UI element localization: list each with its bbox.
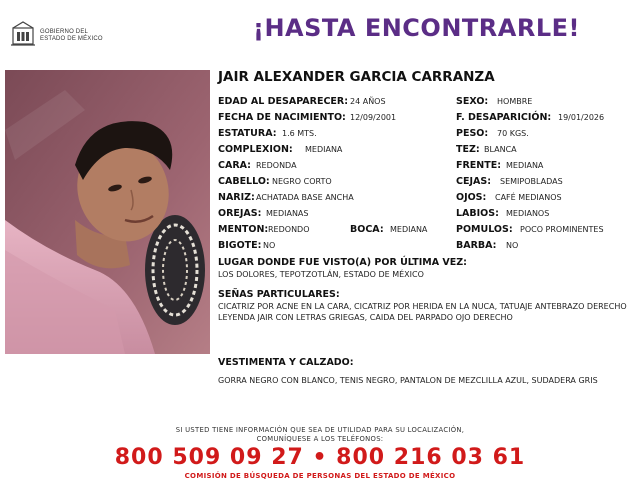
field-label: CARA:: [218, 160, 251, 171]
field-label: NARIZ:: [218, 192, 255, 203]
field-value: 70 KGS.: [497, 129, 529, 138]
field-label: CEJAS:: [456, 176, 491, 187]
field-value: SEMIPOBLADAS: [500, 177, 563, 186]
field-label: BOCA:: [350, 224, 384, 235]
field-value: HOMBRE: [497, 97, 533, 106]
contact-info-line2: COMUNÍQUESE A LOS TELÉFONOS:: [256, 435, 384, 443]
field-value: POCO PROMINENTES: [520, 225, 604, 234]
field-label: OREJAS:: [218, 208, 262, 219]
field-label: PESO:: [456, 128, 489, 139]
field-label: SEXO:: [456, 96, 489, 107]
field-label: LABIOS:: [456, 208, 499, 219]
field-value: BLANCA: [484, 145, 517, 154]
logo-text-line2: ESTADO DE MÉXICO: [40, 36, 103, 42]
clothing-label: VESTIMENTA Y CALZADO:: [218, 357, 354, 368]
field-value: CAFÉ MEDIANOS: [495, 193, 562, 202]
field-label: POMULOS:: [456, 224, 513, 235]
marks-value: CICATRIZ POR ACNE EN LA CARA, CICATRIZ POR HERIDA EN LA NUCA, TATUAJE ANTEBRAZO DERECHO LEYENDA JAIR CON LETRAS GRIEGAS, CAIDA DEL PARPADO OJO DERECHO: [218, 302, 627, 322]
field-value: MEDIANAS: [266, 209, 309, 218]
person-name: JAIR ALEXANDER GARCIA CARRANZA: [218, 69, 495, 85]
contact-phones: 800 509 09 27 • 800 216 03 61: [114, 445, 526, 470]
field-value: REDONDO: [268, 225, 310, 234]
logo-text-line1: GOBIERNO DEL: [40, 29, 89, 35]
field-value: NEGRO CORTO: [272, 177, 332, 186]
last-seen-value: LOS DOLORES, TEPOTZOTLÁN, ESTADO DE MÉXICO: [218, 270, 424, 279]
field-value: 12/09/2001: [350, 113, 397, 122]
field-label: FRENTE:: [456, 160, 502, 171]
field-label: TEZ:: [456, 144, 480, 155]
field-label: BIGOTE:: [218, 240, 262, 251]
marks-label: SEÑAS PARTICULARES:: [218, 289, 340, 300]
state-emblem-icon: [10, 20, 36, 48]
field-label: BARBA:: [456, 240, 497, 251]
field-value: 24 AÑOS: [350, 97, 386, 106]
last-seen-label: LUGAR DONDE FUE VISTO(A) POR ÚLTIMA VEZ:: [218, 257, 467, 268]
field-label: ESTATURA:: [218, 128, 277, 139]
commission-name: COMISIÓN DE BÚSQUEDA DE PERSONAS DEL ESTADO DE MÉXICO: [184, 472, 456, 480]
field-value: 19/01/2026: [558, 113, 605, 122]
field-value: REDONDA: [256, 161, 297, 170]
headline: ¡HASTA ENCONTRARLE!: [253, 14, 580, 42]
field-label: F. DESAPARICIÓN:: [456, 112, 552, 123]
contact-info-line1: SI USTED TIENE INFORMACIÓN QUE SEA DE UTILIDAD PARA SU LOCALIZACIÓN,: [175, 426, 465, 434]
field-value: MEDIANOS: [506, 209, 550, 218]
field-label: CABELLO:: [218, 176, 270, 187]
clothing-value: GORRA NEGRO CON BLANCO, TENIS NEGRO, PANTALON DE MEZCLILLA AZUL, SUDADERA GRIS: [218, 376, 598, 385]
field-value: 1.6 MTS.: [282, 129, 317, 138]
field-label: OJOS:: [456, 192, 487, 203]
field-value: MEDIANA: [390, 225, 428, 234]
field-value: MEDIANA: [506, 161, 544, 170]
field-label: MENTON:: [218, 224, 269, 235]
field-value: ACHATADA BASE ANCHA: [256, 193, 354, 202]
field-label: EDAD AL DESAPARECER:: [218, 96, 349, 107]
field-value: MEDIANA: [305, 145, 343, 154]
field-label: FECHA DE NACIMIENTO:: [218, 112, 346, 123]
field-value: NO: [506, 241, 519, 250]
government-logo: [10, 20, 130, 50]
missing-person-photo: [5, 70, 210, 354]
field-label: COMPLEXION:: [218, 144, 293, 155]
field-value: NO: [263, 241, 276, 250]
